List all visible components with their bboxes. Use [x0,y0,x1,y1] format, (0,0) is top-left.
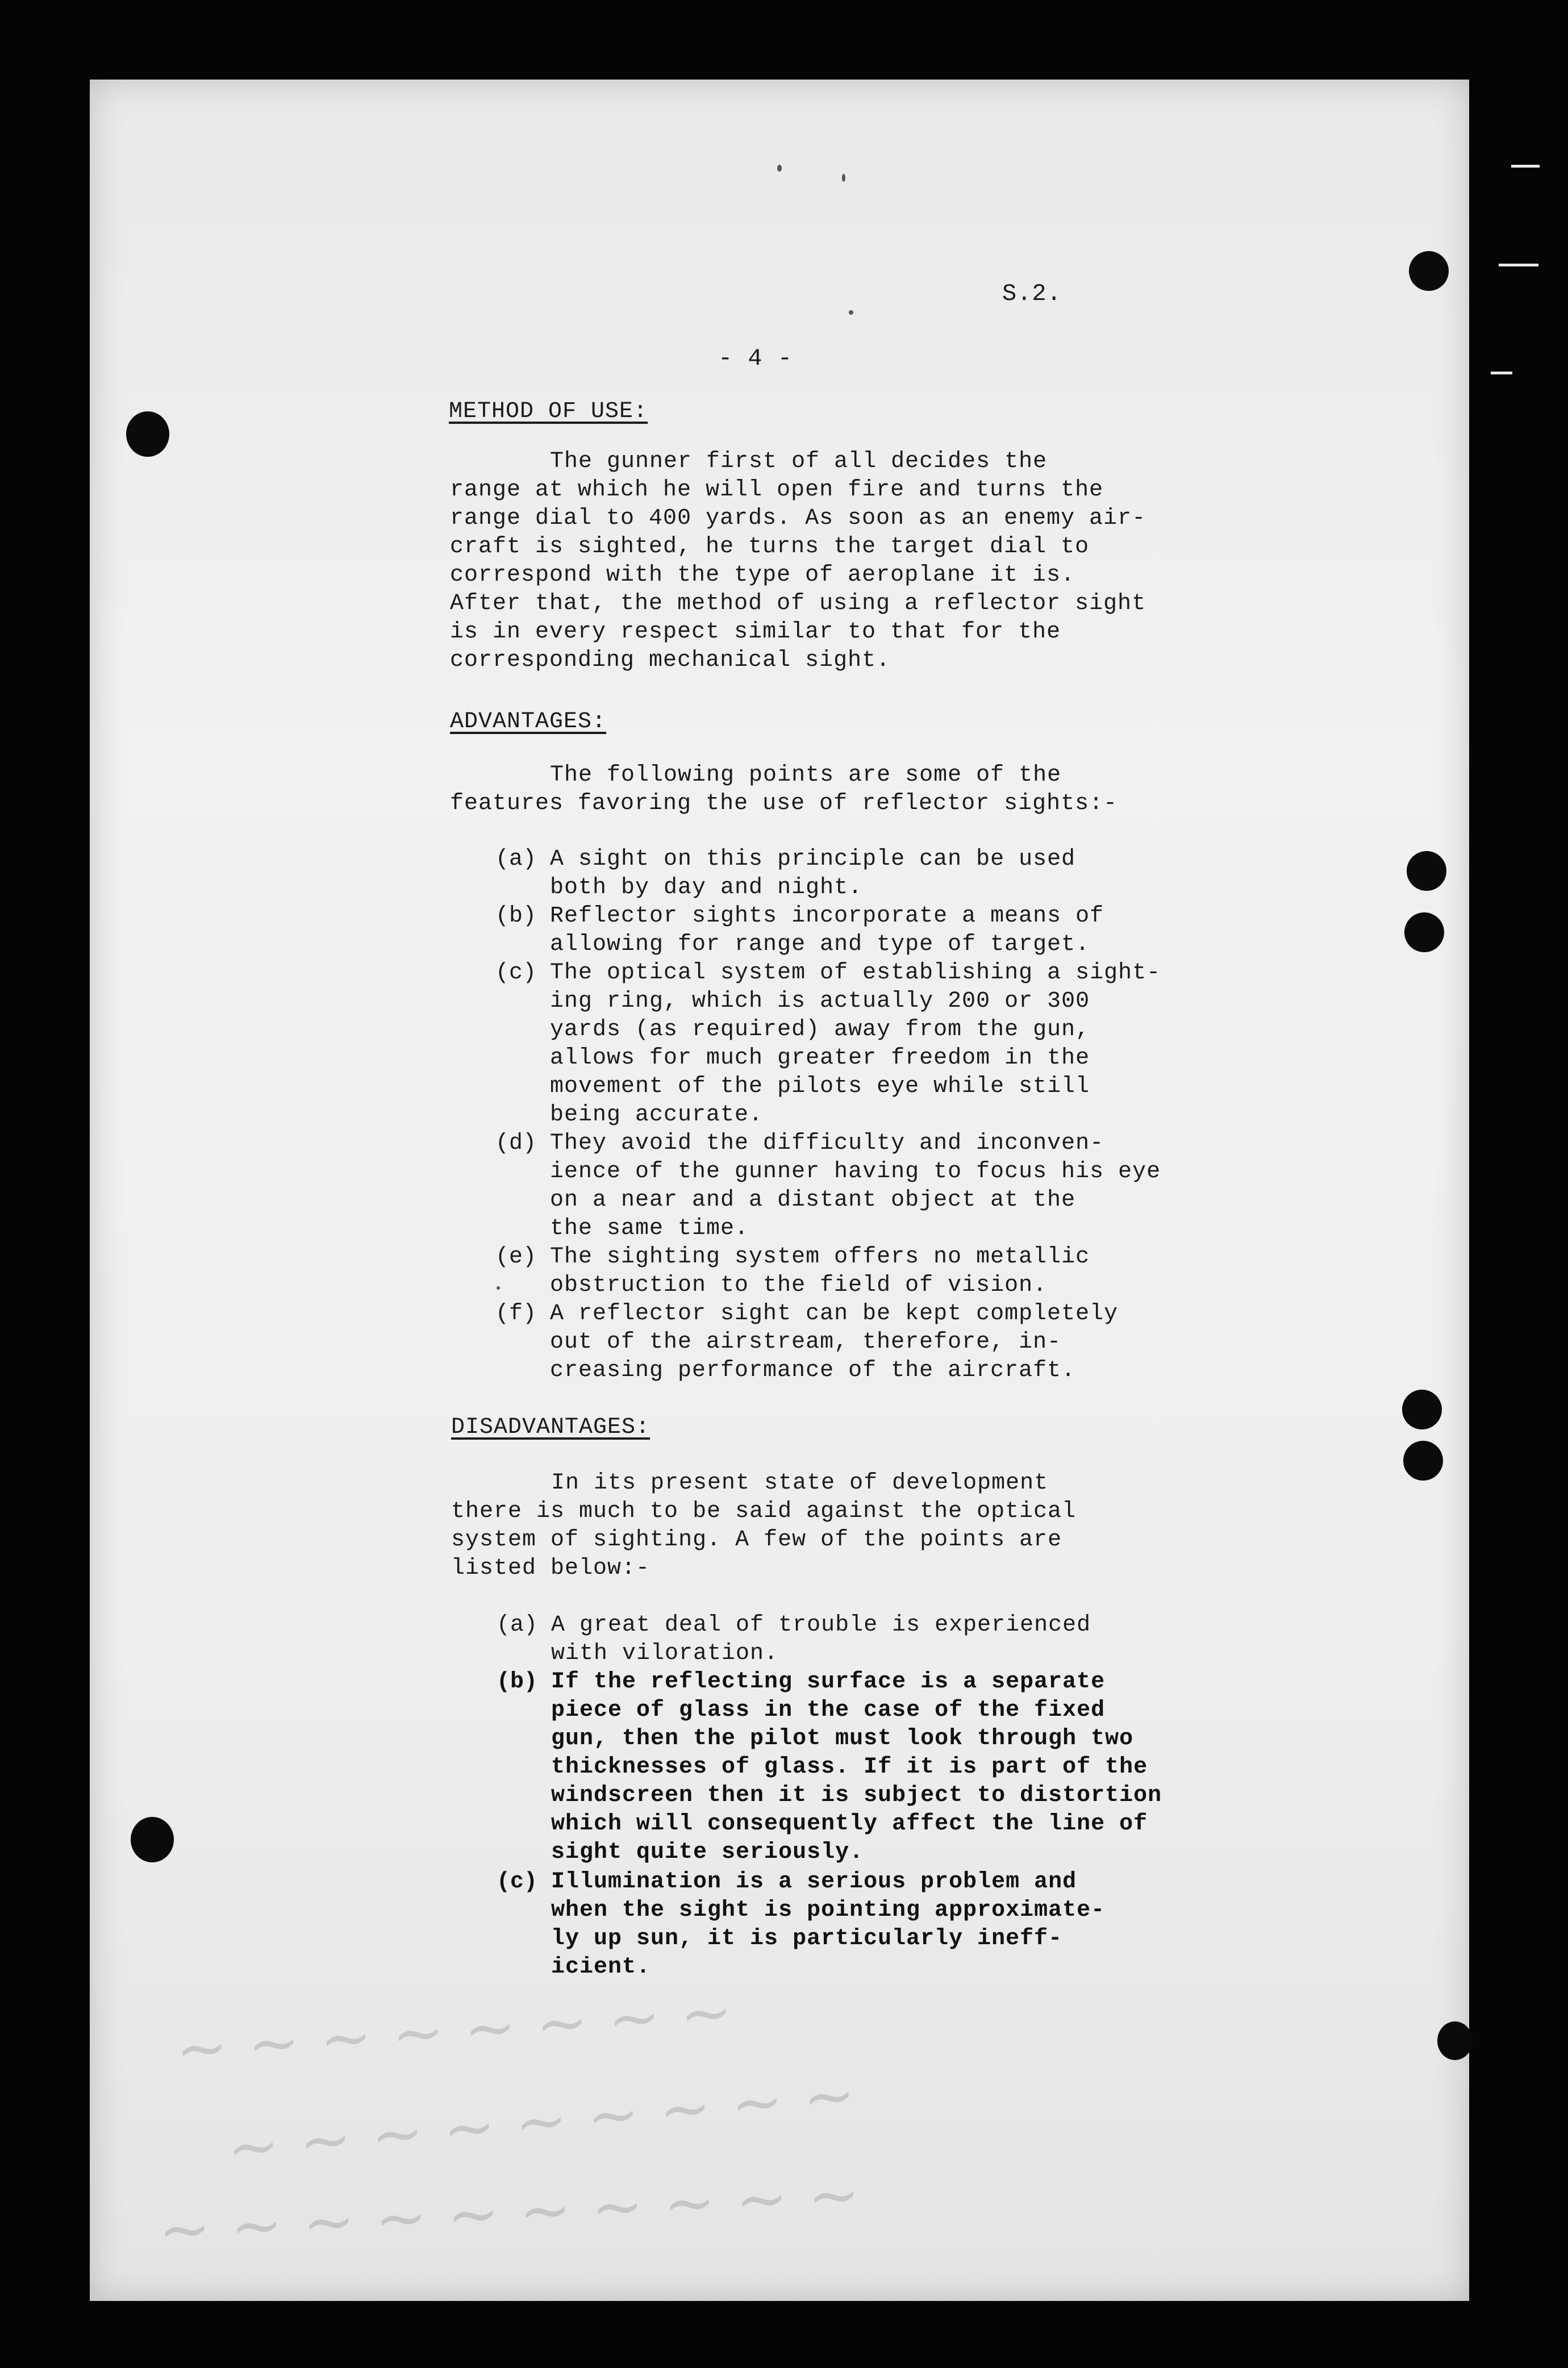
punch-hole-right-4 [1402,1390,1442,1429]
section-heading-disadvantages: DISADVANTAGES: [451,1415,650,1440]
paragraph-line: craft is sighted, he turns the target dial to [450,534,1090,560]
speck [842,174,845,182]
list-item-label: (c) [497,1869,538,1895]
bleed-through-mark: ~ ~ ~ ~ ~ ~ ~ ~ ~ [224,2057,858,2186]
list-item-label: (e) [495,1244,537,1270]
edge-mark [1499,264,1538,266]
speck [777,165,782,172]
list-item-line: ly up sun, it is particularly ineff- [551,1926,1063,1952]
list-item-line: allowing for range and type of target. [550,932,1090,957]
paragraph-line: After that, the method of using a reflector sight [450,591,1146,616]
punch-hole-left-bottom [131,1817,174,1862]
paragraph-line: range at which he will open fire and turns the [450,477,1104,503]
list-item-line: If the reflecting surface is a separate [551,1669,1106,1695]
bleed-through-mark: ~ ~ ~ ~ ~ ~ ~ ~ [173,1974,735,2087]
punch-hole-right-6 [1437,2021,1473,2060]
paragraph-line: corresponding mechanical sight. [450,648,891,673]
list-item-label: (f) [495,1301,537,1327]
list-item-label: (d) [495,1131,537,1156]
list-item-label: (b) [497,1669,538,1695]
list-item-line: Reflector sights incorporate a means of [550,903,1104,929]
paragraph-line: The following points are some of the [550,762,1062,788]
list-item-line: allows for much greater freedom in the [550,1045,1090,1071]
list-item-line: The optical system of establishing a sight- [550,960,1161,986]
list-item-line: A great deal of trouble is experienced [551,1612,1091,1638]
list-item-line: They avoid the difficulty and inconven- [550,1131,1104,1156]
paragraph-line: is in every respect similar to that for the [450,619,1061,645]
list-item-line: the same time. [550,1216,749,1241]
paragraph-line: system of sighting. A few of the points are [451,1527,1062,1553]
paragraph-line: listed below:- [451,1556,650,1581]
list-item-line: both by day and night. [550,875,863,900]
list-item-label: (b) [495,903,537,929]
list-item-line: thicknesses of glass. If it is part of the [551,1754,1148,1780]
list-item-label: (c) [495,960,537,986]
paragraph-line: features favoring the use of reflector sights:- [450,791,1118,816]
paragraph-line: correspond with the type of aeroplane it is. [450,562,1075,588]
section-heading-method-of-use: METHOD OF USE: [449,399,648,424]
bleed-through-mark: ~ ~ ~ ~ ~ ~ ~ ~ ~ ~ [156,2157,862,2267]
document-reference: S.2. [1002,280,1062,307]
edge-mark [1491,372,1512,374]
list-item-line: sight quite seriously. [551,1840,864,1865]
list-item-line: ing ring, which is actually 200 or 300 [550,989,1090,1014]
list-item-line: yards (as required) away from the gun, [550,1017,1090,1043]
speck [849,310,853,315]
list-item-label: (a) [495,847,537,872]
list-item-line: gun, then the pilot must look through two [551,1726,1134,1752]
paragraph-line: there is much to be said against the optical [451,1499,1077,1524]
document-page [90,80,1469,2301]
list-item-line: piece of glass in the case of the fixed [551,1698,1106,1723]
punch-hole-right-3 [1404,912,1444,952]
list-item-line: out of the airstream, therefore, in- [550,1329,1062,1355]
list-item-line: Illumination is a serious problem and [551,1869,1077,1895]
list-item-line: which will consequently affect the line of [551,1811,1148,1837]
list-item-line: A sight on this principle can be used [550,847,1076,872]
speck [497,1286,500,1290]
paragraph-line: range dial to 400 yards. As soon as an enemy air- [450,506,1146,531]
page-number: - 4 - [718,345,793,372]
punch-hole-right-1 [1409,251,1449,291]
list-item-line: windscreen then it is subject to distortion [551,1783,1162,1808]
list-item-line: on a near and a distant object at the [550,1187,1076,1213]
list-item-line: when the sight is pointing approximate- [551,1898,1106,1923]
paragraph-line: The gunner first of all decides the [550,449,1048,474]
punch-hole-left-top [126,411,169,457]
list-item-label: (a) [497,1612,538,1638]
list-item-line: ience of the gunner having to focus his eye [550,1159,1161,1185]
punch-hole-right-2 [1407,851,1446,891]
list-item-line: with viloration. [551,1641,779,1666]
paragraph-line: In its present state of development [551,1470,1049,1496]
section-heading-advantages: ADVANTAGES: [450,709,607,735]
list-item-line: obstruction to the field of vision. [550,1273,1048,1298]
punch-hole-right-5 [1403,1441,1443,1481]
list-item-line: being accurate. [550,1102,764,1128]
list-item-line: A reflector sight can be kept completely [550,1301,1119,1327]
list-item-line: movement of the pilots eye while still [550,1074,1090,1099]
list-item-line: creasing performance of the aircraft. [550,1358,1076,1383]
edge-mark [1511,165,1540,168]
list-item-line: icient. [551,1954,651,1980]
list-item-line: The sighting system offers no metallic [550,1244,1090,1270]
